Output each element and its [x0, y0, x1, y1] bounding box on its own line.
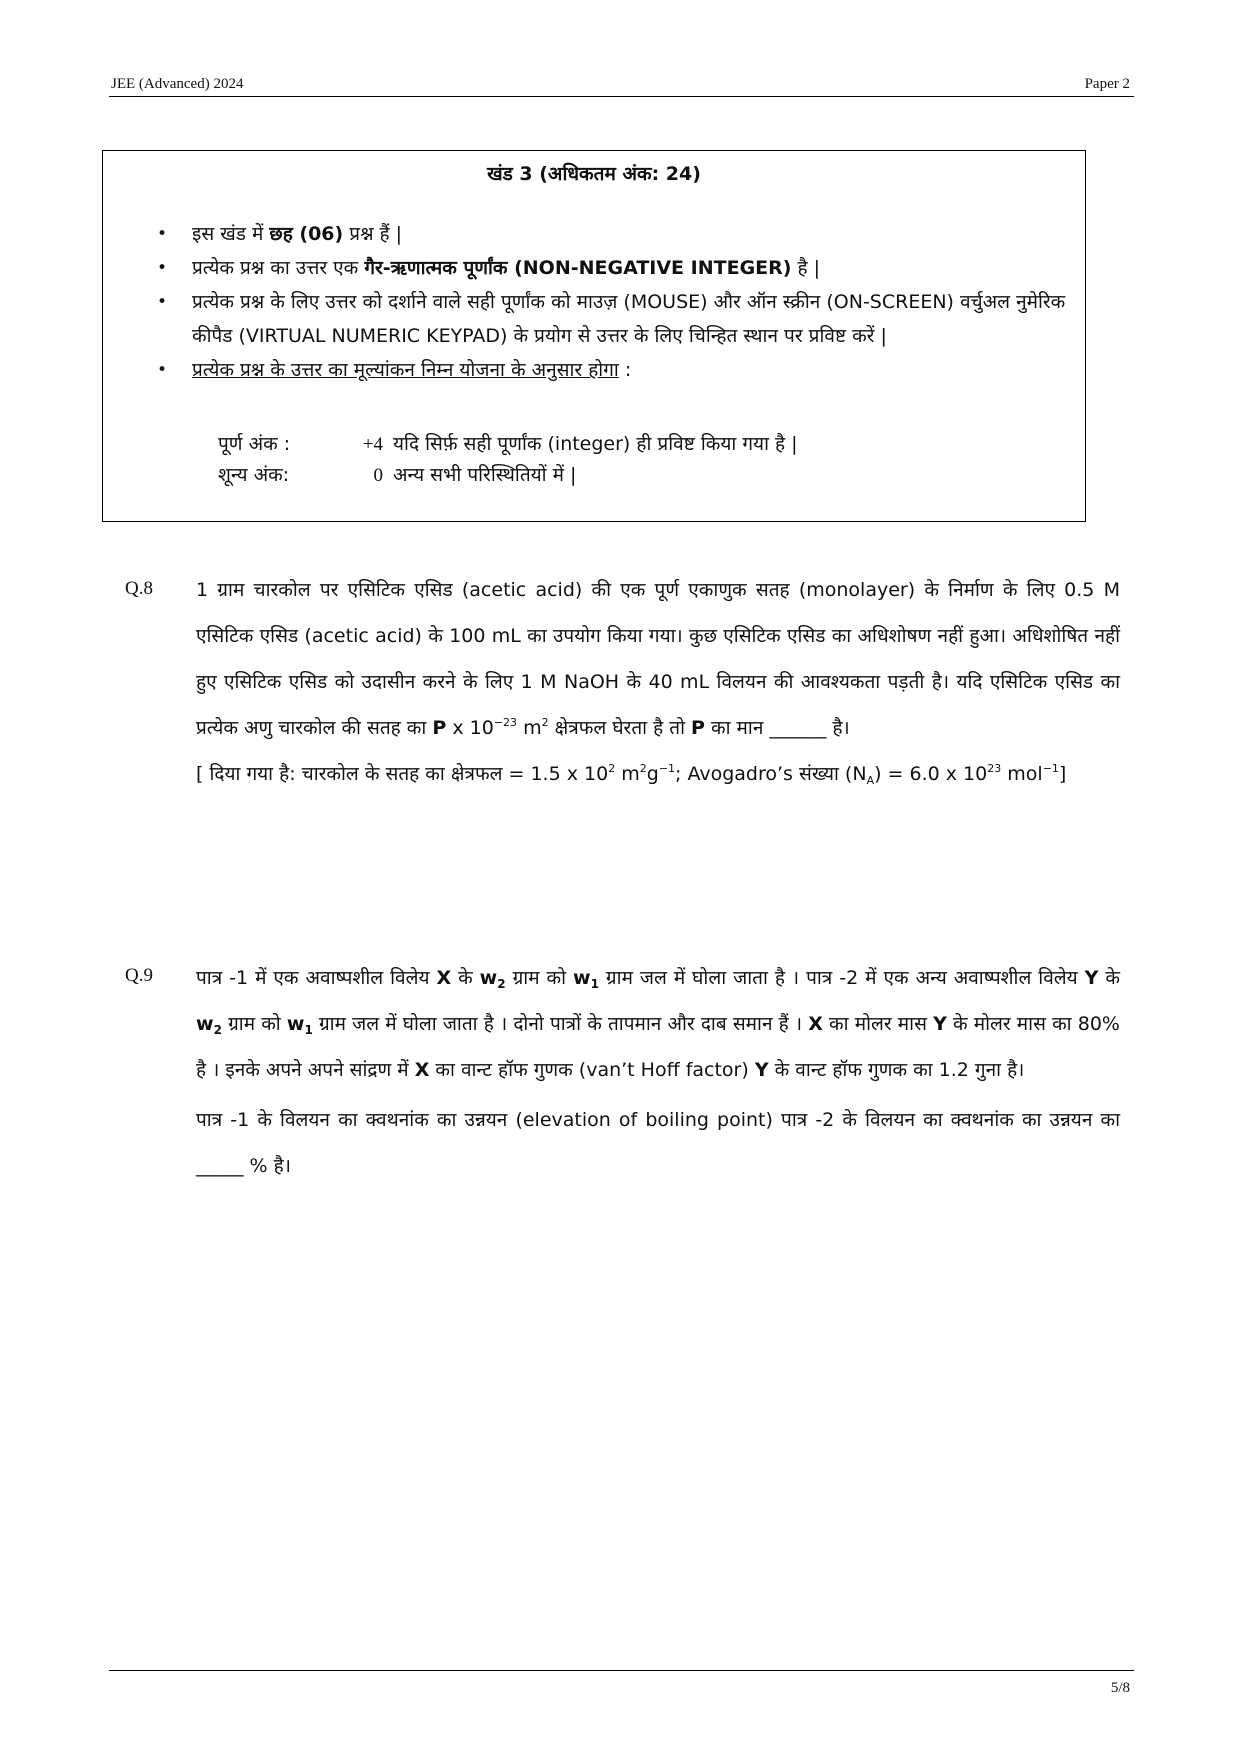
- section-title: खंड 3 (अधिकतम अंक: 24): [487, 163, 701, 185]
- header-exam-title: JEE (Advanced) 2024: [111, 76, 244, 92]
- section-instructions-box: [102, 150, 1086, 522]
- question-8-number: Q.8: [125, 578, 153, 599]
- footer-divider: [109, 1670, 1134, 1671]
- rule-question-count: • इस खंड में छह (06) प्रश्न हैं |: [157, 217, 1067, 251]
- question-8-text: 1 ग्राम चारकोल पर एसिटिक एसिड (acetic acid) की एक पूर्ण एकाणुक सतह (monolayer) के निर्माण के लिए 0.5 M एसिटिक एसिड (acetic acid) के 100 mL का उपयोग किया गया। कुछ एसिटिक एसिड का अधिशोषण नहीं हुआ। अधिशोषित नहीं हुए एसिटिक एसिड को उदासीन करने के लिए 1 M NaOH के 40 mL विलयन की आवश्यकता पड़ती है। यदि एसिटिक एसिड का प्रत्येक अणु चारकोल की सतह का P x $10^{-23}$ $m^2$ क्षेत्रफल घेरता है तो P का मान ______ है। [ दिया गया है: चारकोल के सतह का क्षेत्रफल = 1.5 x $10^2$ $m^2g^{-1}$; Avogadro’s संख्या $(N_A) = 6.0$ x $10^{23}$ mol$^{-1}$]: [196, 567, 1120, 797]
- rule-marking-scheme: • प्रत्येक प्रश्न के उत्तर का मूल्यांकन निम्न योजना के अनुसार होगा :: [157, 353, 1067, 387]
- question-9-ask: पात्र -1 के विलयन का क्वथनांक का उन्नयन (elevation of boiling point) पात्र -2 के विलयन का क्वथनांक का उन्नयन का _____ % है।: [196, 1109, 1120, 1177]
- scheme-zero-marks: शून्य अंक: 0 अन्य सभी परिस्थितियों में |: [218, 464, 577, 486]
- question-9-text: पात्र -1 में एक अवाष्पशील विलेय X के $w_2$ ग्राम को $w_1$ ग्राम जल में घोला जाता है । पात्र -2 में एक अन्य अवाष्पशील विलेय Y के $w_2$ ग्राम को $w_1$ ग्राम जल में घोला जाता है । दोनो पात्रों के तापमान और दाब समान हैं । X का मोलर मास Y के मोलर मास का 80% है । इनके अपने अपने सांद्रण में X का वान्ट हॉफ गुणक (van’t Hoff factor) Y के वान्ट हॉफ गुणक का 1.2 गुना है। पात्र -1 के विलयन का क्वथनांक का उन्नयन (elevation of boiling point) पात्र -2 के विलयन का क्वथनांक का उन्नयन का _____ % है।: [196, 955, 1120, 1189]
- scheme-full-marks: पूर्ण अंक : +4 यदि सिर्फ़ सही पूर्णांक (integer) ही प्रविष्ट किया गया है |: [218, 433, 798, 455]
- header-paper-label: Paper 2: [1084, 76, 1130, 92]
- rule-answer-type: • प्रत्येक प्रश्न का उत्तर एक गैर-ऋणात्मक पूर्णांक (NON-NEGATIVE INTEGER) है |: [157, 251, 1067, 285]
- section-rules-list: [157, 217, 1067, 387]
- rule-answer-entry: • प्रत्येक प्रश्न के लिए उत्तर को दर्शाने वाले सही पूर्णांक को माउज़ (MOUSE) और ऑन स्क्रीन (ON-SCREEN) वर्चुअल नुमेरिक कीपैड (VIRTUAL NUMERIC KEYPAD) के प्रयोग से उत्तर के लिए चिन्हित स्थान पर प्रविष्ट करें |: [157, 285, 1067, 353]
- page-number: 5/8: [1110, 1680, 1130, 1696]
- question-9-number: Q.9: [125, 965, 153, 986]
- marking-scheme: [218, 429, 798, 491]
- question-8-given-data: [ दिया गया है: चारकोल के सतह का क्षेत्रफल = 1.5 x $10^2$ $m^2g^{-1}$; Avogadro’s संख्या $(N_A) = 6.0$ x $10^{23}$ mol$^{-1}$]: [196, 762, 1067, 787]
- header-divider: [109, 96, 1134, 97]
